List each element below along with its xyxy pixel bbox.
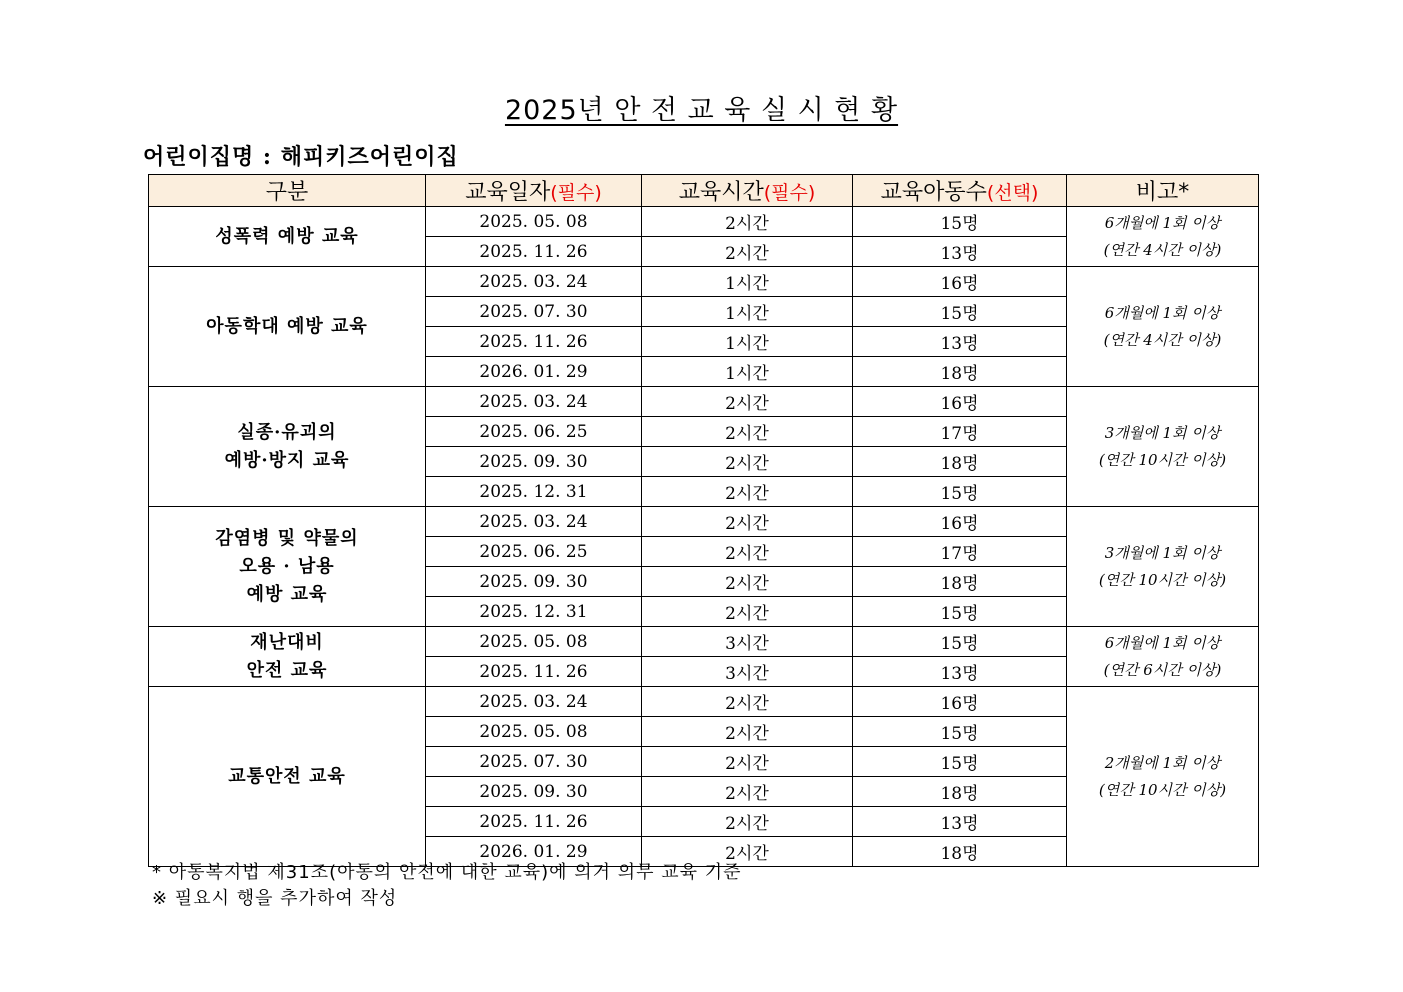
table-row [149,267,1259,297]
education-duration-cell: 2시간 [642,837,853,867]
education-date-cell: 2025. 12. 31 [426,597,642,627]
note-line: (연간 10시간 이상) [1098,450,1227,469]
education-duration-cell: 2시간 [642,597,853,627]
education-date-cell: 2025. 07. 30 [426,297,642,327]
education-date-cell: 2025. 11. 26 [426,327,642,357]
education-date-cell: 2025. 11. 26 [426,807,642,837]
education-date-cell: 2025. 09. 30 [426,567,642,597]
required-tag: (필수) [550,182,602,204]
note-cell [1067,207,1259,267]
header-row [149,175,1259,207]
note-cell [1067,507,1259,627]
children-count-cell: 15명 [853,747,1067,777]
category-cell [149,687,426,867]
children-count-cell: 18명 [853,357,1067,387]
category-line: 오용 · 남용 [239,555,335,577]
education-date-cell: 2025. 11. 26 [426,237,642,267]
note-line: 6개월에 1회 이상 [1104,213,1221,232]
category-line: 실종·유괴의 [237,421,337,443]
children-count-cell: 13명 [853,327,1067,357]
education-duration-cell: 3시간 [642,627,853,657]
education-duration-cell: 2시간 [642,387,853,417]
table-row [149,627,1259,657]
category-line: 감염병 및 약물의 [215,527,359,549]
children-count-cell: 15명 [853,717,1067,747]
note-line: 3개월에 1회 이상 [1104,543,1221,562]
education-duration-cell: 1시간 [642,327,853,357]
header-children: 교육아동수(선택) [853,175,1067,207]
children-count-cell: 16명 [853,387,1067,417]
category-cell [149,267,426,387]
children-count-cell: 15명 [853,297,1067,327]
footnote-add-rows: ※ 필요시 행을 추가하여 작성 [152,888,398,909]
education-date-cell: 2025. 05. 08 [426,207,642,237]
category-cell [149,507,426,627]
children-count-cell: 13명 [853,807,1067,837]
education-duration-cell: 2시간 [642,807,853,837]
education-date-cell: 2025. 05. 08 [426,627,642,657]
education-date-cell: 2026. 01. 29 [426,357,642,387]
category-line: 아동학대 예방 교육 [206,315,368,337]
children-count-cell: 18명 [853,567,1067,597]
children-count-cell: 17명 [853,417,1067,447]
education-date-cell: 2025. 07. 30 [426,747,642,777]
table-row [149,207,1259,237]
category-line: 재난대비 [250,631,324,653]
safety-education-table [148,174,1259,867]
education-duration-cell: 2시간 [642,567,853,597]
required-tag: (필수) [763,182,816,204]
header-category: 구분 [149,175,426,207]
education-date-cell: 2025. 03. 24 [426,507,642,537]
education-duration-cell: 2시간 [642,477,853,507]
note-line: 3개월에 1회 이상 [1104,423,1221,442]
children-count-cell: 15명 [853,477,1067,507]
note-line: 6개월에 1회 이상 [1104,633,1221,652]
education-duration-cell: 3시간 [642,657,853,687]
category-line: 안전 교육 [246,659,328,681]
education-duration-cell: 2시간 [642,537,853,567]
children-count-cell: 16명 [853,507,1067,537]
education-duration-cell: 1시간 [642,357,853,387]
education-duration-cell: 2시간 [642,207,853,237]
education-duration-cell: 2시간 [642,717,853,747]
footnote-legal-basis: * 아동복지법 제31조(아동의 안전에 대한 교육)에 의거 의무 교육 기준 [152,862,742,883]
table-row [149,687,1259,717]
children-count-cell: 16명 [853,687,1067,717]
note-line: (연간 6시간 이상) [1103,660,1222,679]
education-date-cell: 2025. 03. 24 [426,687,642,717]
header-duration: 교육시간(필수) [642,175,853,207]
children-count-cell: 18명 [853,837,1067,867]
note-line: (연간 10시간 이상) [1098,780,1227,799]
note-cell [1067,267,1259,387]
children-count-cell: 18명 [853,777,1067,807]
children-count-cell: 15명 [853,627,1067,657]
children-count-cell: 13명 [853,657,1067,687]
education-date-cell: 2025. 03. 24 [426,387,642,417]
education-date-cell: 2025. 11. 26 [426,657,642,687]
note-line: (연간 10시간 이상) [1098,570,1227,589]
education-duration-cell: 1시간 [642,267,853,297]
children-count-cell: 18명 [853,447,1067,477]
category-line: 예방·방지 교육 [224,449,350,471]
category-line: 예방 교육 [246,583,328,605]
education-duration-cell: 2시간 [642,447,853,477]
note-cell [1067,687,1259,867]
category-cell [149,207,426,267]
children-count-cell: 15명 [853,597,1067,627]
note-cell [1067,627,1259,687]
education-date-cell: 2025. 09. 30 [426,777,642,807]
children-count-cell: 15명 [853,207,1067,237]
education-duration-cell: 2시간 [642,687,853,717]
education-duration-cell: 2시간 [642,507,853,537]
table-row [149,387,1259,417]
education-duration-cell: 1시간 [642,297,853,327]
note-line: (연간 4시간 이상) [1103,330,1222,349]
children-count-cell: 17명 [853,537,1067,567]
children-count-cell: 13명 [853,237,1067,267]
education-duration-cell: 2시간 [642,417,853,447]
table-body [149,207,1259,867]
category-line: 성폭력 예방 교육 [215,225,359,247]
optional-tag: (선택) [986,182,1039,204]
note-cell [1067,387,1259,507]
note-line: 2개월에 1회 이상 [1104,753,1221,772]
header-note: 비고* [1067,175,1259,207]
education-date-cell: 2025. 05. 08 [426,717,642,747]
header-date: 교육일자(필수) [426,175,642,207]
education-date-cell: 2025. 03. 24 [426,267,642,297]
education-date-cell: 2025. 06. 25 [426,537,642,567]
children-count-cell: 16명 [853,267,1067,297]
table-row [149,507,1259,537]
education-date-cell: 2026. 01. 29 [426,837,642,867]
category-cell [149,627,426,687]
daycare-name-label: 어린이집명 : 해피키즈어린이집 [143,144,459,170]
education-date-cell: 2025. 12. 31 [426,477,642,507]
education-duration-cell: 2시간 [642,747,853,777]
education-duration-cell: 2시간 [642,237,853,267]
education-duration-cell: 2시간 [642,777,853,807]
note-line: 6개월에 1회 이상 [1104,303,1221,322]
education-date-cell: 2025. 09. 30 [426,447,642,477]
category-cell [149,387,426,507]
category-line: 교통안전 교육 [228,765,346,787]
note-line: (연간 4시간 이상) [1103,240,1222,259]
education-date-cell: 2025. 06. 25 [426,417,642,447]
page-title: 2025년 안 전 교 육 실 시 현 황 [504,95,899,126]
